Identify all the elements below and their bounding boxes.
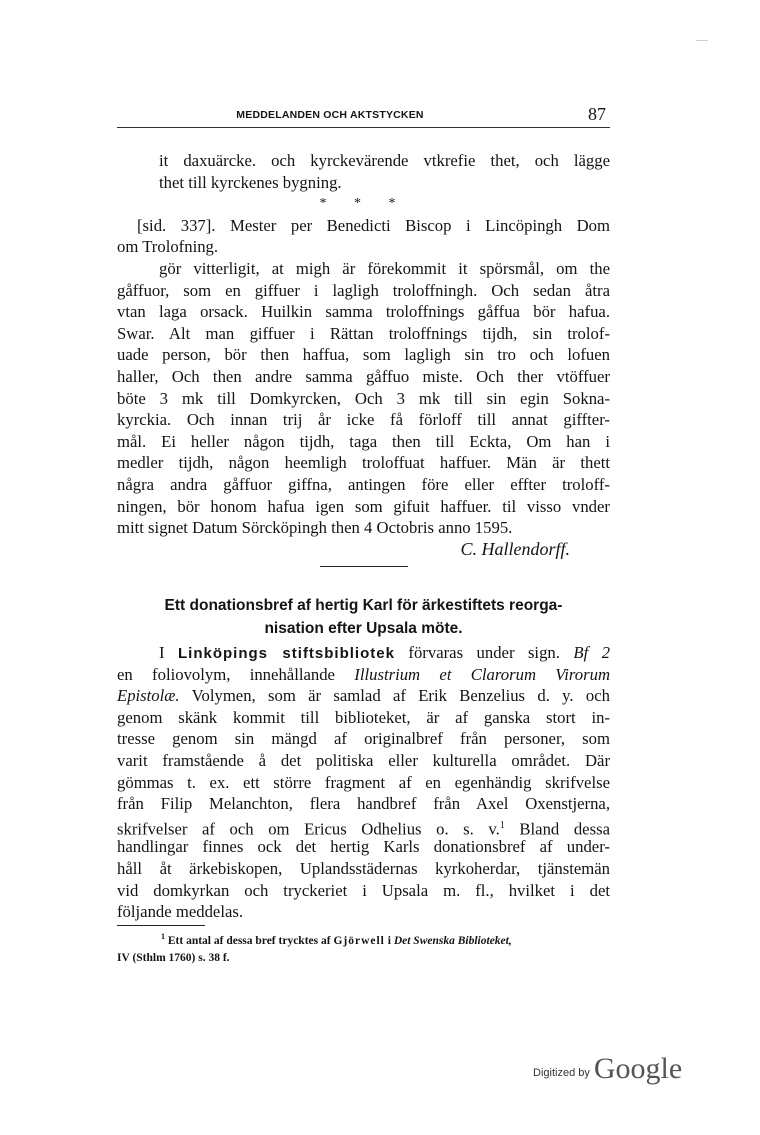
letter-line: ningen, bör honom hafua igen som gifuit haffuer. til visso vnder [117,496,610,516]
body-text: I [159,643,178,662]
footnote-rule [117,925,205,926]
body-line: vid domkyrkan och tryckeriet i Upsala m. fl., hvilket i det [117,880,610,900]
letter-line: gör vitterligit, at migh är förekommit it spörsmål, om the [159,258,610,278]
letter-block [117,150,610,560]
body-line [117,685,610,707]
body-text: en foliovolym, innehållande [117,664,355,684]
page-number: 87 [588,104,606,124]
letter-line: böte 3 mk till Domkyrcken, Och 3 mk till sin egin Sokna- [117,388,610,408]
body-line: håll åt ärkebiskopen, Uplandsstädernas kyrkoherdar, tjänstemän [117,858,610,878]
footnote-marker: 1 [161,932,165,941]
body-line [117,815,610,837]
letter-line: haller, Och then andre samma gåffuo miste. Och ther vtöffuer [117,366,610,386]
corner-mark [696,40,708,41]
letter-line: mål. Ei heller någon tijdh, taga then till Eckta, Om han i [117,431,610,451]
letter-line: medler tijdh, någon heemligh troloffuat haffuer. Män är thett [117,453,610,473]
body-line: gömmas t. ex. ett större fragment af en egenhändig skrifvelse [117,772,610,792]
section-heading [117,594,610,640]
body-text: förvaras under sign. [394,643,574,662]
body-text: Bland dessa [504,819,610,839]
letter-line: om Trolofning. [117,237,219,257]
signature: C. Hallendorff. [460,538,570,559]
footnote-line: IV (Sthlm 1760) s. 38 f. [117,951,230,964]
letter-line: thet till kyrckenes bygning. [159,172,342,192]
running-head: MEDDELANDEN OCH AKTSTYCKEN [236,109,424,121]
google-logo: Google [593,1052,683,1085]
letter-line: några andra gåffuor giffna, antingen före eller effter troloff- [117,474,610,494]
footnote-ref: 1 [499,819,505,831]
body-line [117,642,610,664]
digitized-watermark [533,1052,682,1086]
letter-line: mitt signet Datum Sörcköpingh then 4 Octobris anno 1595. [117,518,513,538]
volume-title: Epistolæ. [117,686,180,706]
section-stars: * * * [319,196,408,212]
body-line [117,664,610,686]
section-divider [320,566,408,567]
body-line: handlingar finnes ock det hertig Karls donationsbref af under- [117,837,610,857]
watermark-prefix: Digitized by [533,1067,590,1079]
letter-line: it daxuärcke. och kyrckevärende vtkrefie thet, och lägge [159,151,610,170]
footnote-text: i [384,934,394,947]
volume-title: Illustrium et Clarorum Virorum [354,664,610,684]
body-line: varit framstående å det politiska eller kulturella området. Där [117,750,610,770]
footnote-text: Ett antal af dessa bref trycktes af [165,934,334,947]
footnote-line [117,928,610,950]
body-line: tresse genom sin mängd af originalbref från personer, som [117,729,610,749]
letter-line: vtan laga orsack. Huilkin samma troloffnings gåffua bör hafua. [117,302,610,322]
letter-line: uade person, bör then haffua, som lagligh sin tro och lofuen [117,345,610,365]
letter-line: [sid. 337]. Mester per Benedicti Biscop i Lincöpingh Dom [137,215,610,235]
footnote-title: Det Swenska Biblioteket, [393,934,512,947]
section-heading-line: nisation efter Upsala möte. [264,620,463,637]
section-heading-line: Ett donationsbref af hertig Karl för ärkestiftets reorga- [164,597,563,614]
body-line: följande meddelas. [117,902,244,922]
shelf-mark: Bf 2 [573,643,610,662]
body-text: skrifvelser af och om Ericus Odhelius o. s. v. [117,819,500,839]
library-name: Linköpings stiftsbibliotek [178,645,395,662]
section-body [117,642,610,923]
letter-line: Swar. Alt man giffuer i Rättan troloffnings tijdh, sin trolof- [117,323,610,343]
body-line: genom skänk kommit till biblioteket, är af ganska stort in- [117,707,610,727]
letter-line: gåffuor, som en giffuer i lagligh troloffningh. Och sedan åtra [117,280,610,300]
header-rule [117,127,610,128]
body-text: Volymen, som är samlad af Erik Benzelius d. y. och [179,686,610,706]
footnote [117,928,610,967]
footnote-author: Gjörwell [333,934,385,947]
body-line: från Filip Melanchton, flera handbref från Axel Oxenstjerna, [117,794,610,814]
letter-line: kyrckia. Och innan trij år icke få förloff till annat giffter- [117,410,610,430]
